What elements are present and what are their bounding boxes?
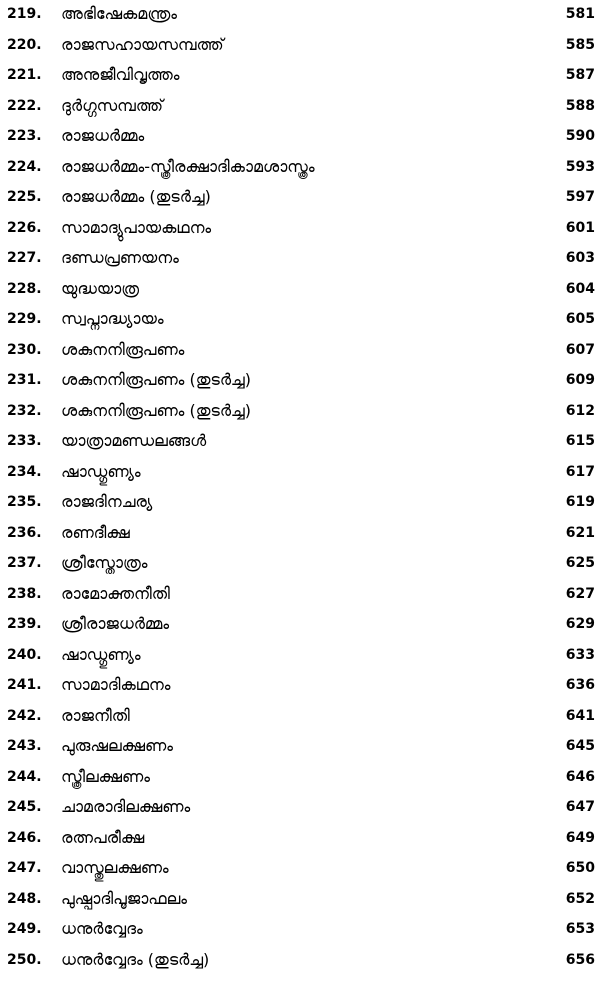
entry-number: 226. — [7, 219, 42, 236]
entry-number: 236. — [7, 524, 42, 541]
toc-entry — [0, 338, 600, 369]
entry-number: 248. — [7, 890, 42, 907]
entry-page-number: 615 — [565, 433, 595, 449]
entry-page-number: 653 — [565, 921, 595, 937]
entry-title: പുരുഷലക്ഷണം — [61, 736, 173, 755]
toc-entry — [0, 277, 600, 308]
entry-title: സാമാദികഥനം — [61, 675, 171, 694]
entry-page-number: 588 — [565, 97, 595, 114]
toc-entry — [0, 124, 600, 155]
entry-title: യാത്രാമണ്ഡലങ്ങൾ — [61, 431, 207, 450]
entry-page-number: 633 — [565, 646, 595, 663]
entry-number: 219. — [7, 6, 42, 22]
toc-entry — [0, 643, 600, 674]
entry-title: സ്ത്രീലക്ഷണം — [61, 766, 150, 786]
toc-entry — [0, 948, 600, 979]
entry-title: ചാമരാദിലക്ഷണം — [61, 797, 191, 816]
entry-page-number: 590 — [565, 128, 595, 144]
entry-page-number: 601 — [565, 219, 595, 236]
entry-number: 222. — [7, 97, 42, 114]
entry-page-number: 603 — [565, 250, 595, 266]
entry-title: രാജനീതി — [61, 705, 130, 725]
toc-entry — [0, 185, 600, 216]
entry-page-number: 625 — [565, 555, 595, 571]
entry-title: അനുജീവിവൃത്തം — [61, 65, 180, 84]
entry-number: 230. — [7, 341, 42, 358]
entry-title: രാജധർമ്മം-സ്ത്രീരക്ഷാദികാമശാസ്ത്രം — [61, 156, 315, 176]
entry-title: ശ്രീസ്തോത്രം — [61, 553, 148, 572]
entry-title: വാസ്തുലക്ഷണം — [61, 858, 169, 877]
entry-page-number: 607 — [565, 341, 595, 358]
entry-number: 224. — [7, 158, 42, 175]
entry-title: രാജദിനചര്യ — [61, 492, 153, 511]
entry-number: 233. — [7, 433, 42, 449]
entry-page-number: 629 — [565, 616, 595, 632]
entry-number: 243. — [7, 738, 42, 754]
toc-entry — [0, 765, 600, 796]
toc-entry — [0, 94, 600, 125]
entry-title: ദണ്ഡപ്രണയനം — [61, 248, 179, 267]
entry-title: ഷാഡ്ഗുണ്യം — [61, 461, 141, 481]
toc-entry — [0, 307, 600, 338]
entry-title: രാജധർമ്മം — [61, 126, 145, 145]
entry-page-number: 646 — [565, 768, 595, 785]
entry-page-number: 617 — [565, 463, 595, 480]
entry-title: ഷാഡ്ഗുണ്യം — [61, 644, 141, 664]
entry-number: 240. — [7, 646, 42, 663]
toc-entry — [0, 704, 600, 735]
entry-number: 246. — [7, 829, 42, 846]
toc-entry — [0, 216, 600, 247]
entry-page-number: 621 — [565, 524, 595, 541]
entry-number: 238. — [7, 585, 42, 602]
entry-number: 241. — [7, 677, 42, 693]
entry-page-number: 645 — [565, 738, 595, 754]
toc-entry — [0, 734, 600, 765]
toc-entry — [0, 673, 600, 704]
entry-number: 225. — [7, 189, 42, 205]
entry-title: രണദീക്ഷ — [61, 522, 130, 542]
toc-entry — [0, 155, 600, 186]
entry-page-number: 647 — [565, 799, 595, 815]
entry-number: 237. — [7, 555, 42, 571]
entry-number: 227. — [7, 250, 42, 266]
toc-entry — [0, 887, 600, 918]
toc-entry — [0, 368, 600, 399]
entry-page-number: 587 — [565, 67, 595, 83]
entry-number: 242. — [7, 707, 42, 724]
entry-title: ധനുർവ്വേദം (തുടർച്ച) — [61, 949, 210, 969]
entry-title: രത്നപരീക്ഷ — [61, 827, 145, 847]
entry-number: 239. — [7, 616, 42, 632]
entry-number: 244. — [7, 768, 42, 785]
entry-title: ശകുനനിരൂപണം — [61, 339, 185, 359]
entry-number: 232. — [7, 402, 42, 419]
entry-page-number: 593 — [565, 158, 595, 175]
entry-title: രാമോക്തനീതി — [61, 583, 170, 603]
entry-page-number: 650 — [565, 860, 595, 876]
entry-title: രാജസഹായസമ്പത്ത് — [61, 34, 224, 54]
toc-entry — [0, 826, 600, 857]
toc-entry — [0, 612, 600, 643]
entry-page-number: 612 — [565, 402, 595, 419]
entry-page-number: 641 — [565, 707, 595, 724]
toc-entry — [0, 63, 600, 94]
entry-page-number: 585 — [565, 36, 595, 53]
toc-entry — [0, 33, 600, 64]
entry-title: രാജധർമ്മം (തുടർച്ച) — [61, 187, 211, 206]
toc-entry — [0, 460, 600, 491]
toc-entry — [0, 429, 600, 460]
toc-entry — [0, 399, 600, 430]
entry-page-number: 604 — [565, 280, 595, 297]
entry-page-number: 649 — [565, 829, 595, 846]
entry-title: യുദ്ധയാത്ര — [61, 278, 140, 298]
entry-number: 220. — [7, 36, 42, 53]
entry-page-number: 609 — [565, 372, 595, 388]
entry-number: 245. — [7, 799, 42, 815]
entry-number: 223. — [7, 128, 42, 144]
entry-number: 235. — [7, 494, 42, 510]
entry-number: 231. — [7, 372, 42, 388]
entry-title: ശകുനനിരൂപണം (തുടർച്ച) — [61, 370, 251, 389]
entry-page-number: 627 — [565, 585, 595, 602]
entry-number: 249. — [7, 921, 42, 937]
entry-page-number: 636 — [565, 677, 595, 693]
toc-entry — [0, 917, 600, 948]
entry-number: 247. — [7, 860, 42, 876]
toc-entry — [0, 2, 600, 33]
entry-title: അഭിഷേകമന്ത്രം — [61, 4, 177, 23]
entry-title: സാമാദ്യുപായകഥനം — [61, 217, 212, 237]
entry-page-number: 597 — [565, 189, 595, 205]
entry-page-number: 581 — [565, 6, 595, 22]
toc-entry — [0, 551, 600, 582]
toc-entry — [0, 246, 600, 277]
entry-number: 221. — [7, 67, 42, 83]
toc-entry — [0, 582, 600, 613]
entry-page-number: 652 — [565, 890, 595, 907]
entry-title: സ്വപ്നാദ്ധ്യായം — [61, 309, 164, 328]
toc-entry — [0, 795, 600, 826]
entry-title: പുഷ്പാദിപൂജാഫലം — [61, 888, 187, 908]
entry-number: 229. — [7, 311, 42, 327]
toc-entry — [0, 521, 600, 552]
entry-title: ശകുനനിരൂപണം (തുടർച്ച) — [61, 400, 251, 420]
entry-number: 250. — [7, 951, 42, 968]
toc-entry — [0, 490, 600, 521]
entry-number: 234. — [7, 463, 42, 480]
toc-entry — [0, 856, 600, 887]
entry-page-number: 619 — [565, 494, 595, 510]
entry-title: ദുർഗ്ഗസമ്പത്ത് — [61, 95, 163, 115]
entry-title: ശ്രീരാജധർമ്മം — [61, 614, 170, 633]
entry-page-number: 656 — [565, 951, 595, 968]
entry-title: ധനുർവ്വേദം — [61, 919, 143, 938]
entry-number: 228. — [7, 280, 42, 297]
entry-page-number: 605 — [565, 311, 595, 327]
